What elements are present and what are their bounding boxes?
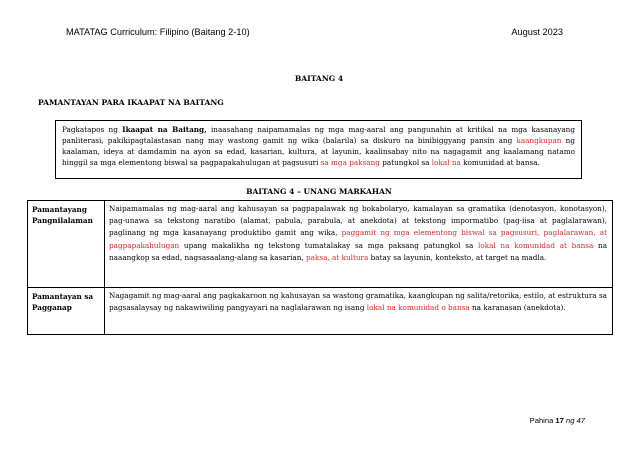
- intro-text: inaasahang naipamamalas ng mga mag-aaral ang pangunahin at kritikal na mga kasanayang panliterasi, pakikipagtalastasan nang may wastong gamit ng wika (balarila) sa diskuro na binibiggyang pansin ang: [62, 125, 575, 145]
- cell-text: Naipamamalas ng mag-aaral ang kahusayan sa pagpapalawak ng bokabolaryo, kamalayan sa gramatika (denotasyon, konotasyon), pag-unawa sa tekstong naratibo (alamat, pabula, parabula, at anekdota) at tekstong impormatibo (pag-iisa at paglalarawan), paglinang ng mga kasanayang produktibo gamit ang wika,: [109, 204, 607, 238]
- cell-text: na karanasan (anekdota).: [469, 303, 566, 313]
- row-label-content-standard: Pamantayang Pangnilalaman: [28, 201, 105, 288]
- intro-text: patungkol sa: [379, 158, 432, 167]
- intro-text: ng kaalaman, ideya at damdamin na ayon sa edad, kasarian, kultura, at layunin, kaalinsabay nito na nagagamit ang kaalamang natamo hinggil sa mga elementong biswal sa pagpapakahulugan at pagsusuri: [62, 136, 575, 167]
- intro-highlight: sa mga paksang: [320, 158, 380, 167]
- quarter-title: BAITANG 4 – UNANG MARKAHAN: [246, 187, 392, 196]
- content-standard-text: [105, 201, 613, 288]
- cell-highlight: paggamit ng mga elementong biswal sa pagsusuri, paglalarawan, at pagpapakahulugan: [109, 228, 607, 250]
- grade-title: BAITANG 4: [294, 74, 344, 83]
- cell-text: na naaangkop sa edad, nagsasaalang-alang sa kasarian,: [109, 240, 608, 262]
- intro-text: komunidad at bansa.: [460, 158, 540, 167]
- cell-text: upang makalikha ng tekstong tumatalakay sa mga paksang patungkol sa: [179, 240, 479, 250]
- intro-highlight: kaangkupan: [516, 136, 562, 145]
- standard-title: PAMANTAYAN PARA IKAAPAT NA BAITANG: [38, 98, 224, 107]
- cell-text: Nagagamit ng mag-aaral ang pagkakaroon ng kahusayan sa wastong gramatika, kaangkupan ng salita/retorika, estilo, at estruktura sa pagsasalaysay ng nakawiwiling pangyayari na naglalarawan ng isang: [109, 291, 607, 313]
- cell-highlight: paksa, at kultura: [306, 252, 369, 262]
- page-footer: [530, 416, 585, 425]
- page-word: Pahina: [529, 416, 556, 425]
- intro-highlight: lokal na: [431, 158, 461, 167]
- header-curriculum-title: MATATAG Curriculum: Filipino (Baitang 2-10): [66, 27, 250, 37]
- page-total: 47: [576, 416, 585, 425]
- row-label-performance-standard: Pamantayan sa Pagganap: [28, 288, 105, 335]
- cell-highlight: lokal na komunidad o bansa: [366, 303, 470, 313]
- table-row: [28, 288, 613, 335]
- header-date: August 2023: [511, 27, 563, 37]
- page-number: 17: [555, 416, 564, 425]
- cell-highlight: lokal na komunidad at bansa: [478, 240, 594, 250]
- table-row: [28, 201, 613, 288]
- intro-paragraph-box: [55, 120, 582, 179]
- page-of-word: ng: [563, 416, 577, 425]
- intro-text: Pagkatapos ng: [62, 125, 123, 134]
- cell-text: batay sa layunin, konteksto, at target na madla.: [368, 252, 547, 262]
- performance-standard-text: [105, 288, 613, 335]
- standards-table: [27, 200, 613, 335]
- intro-grade-emphasis: Ikaapat na Baitang,: [122, 125, 207, 134]
